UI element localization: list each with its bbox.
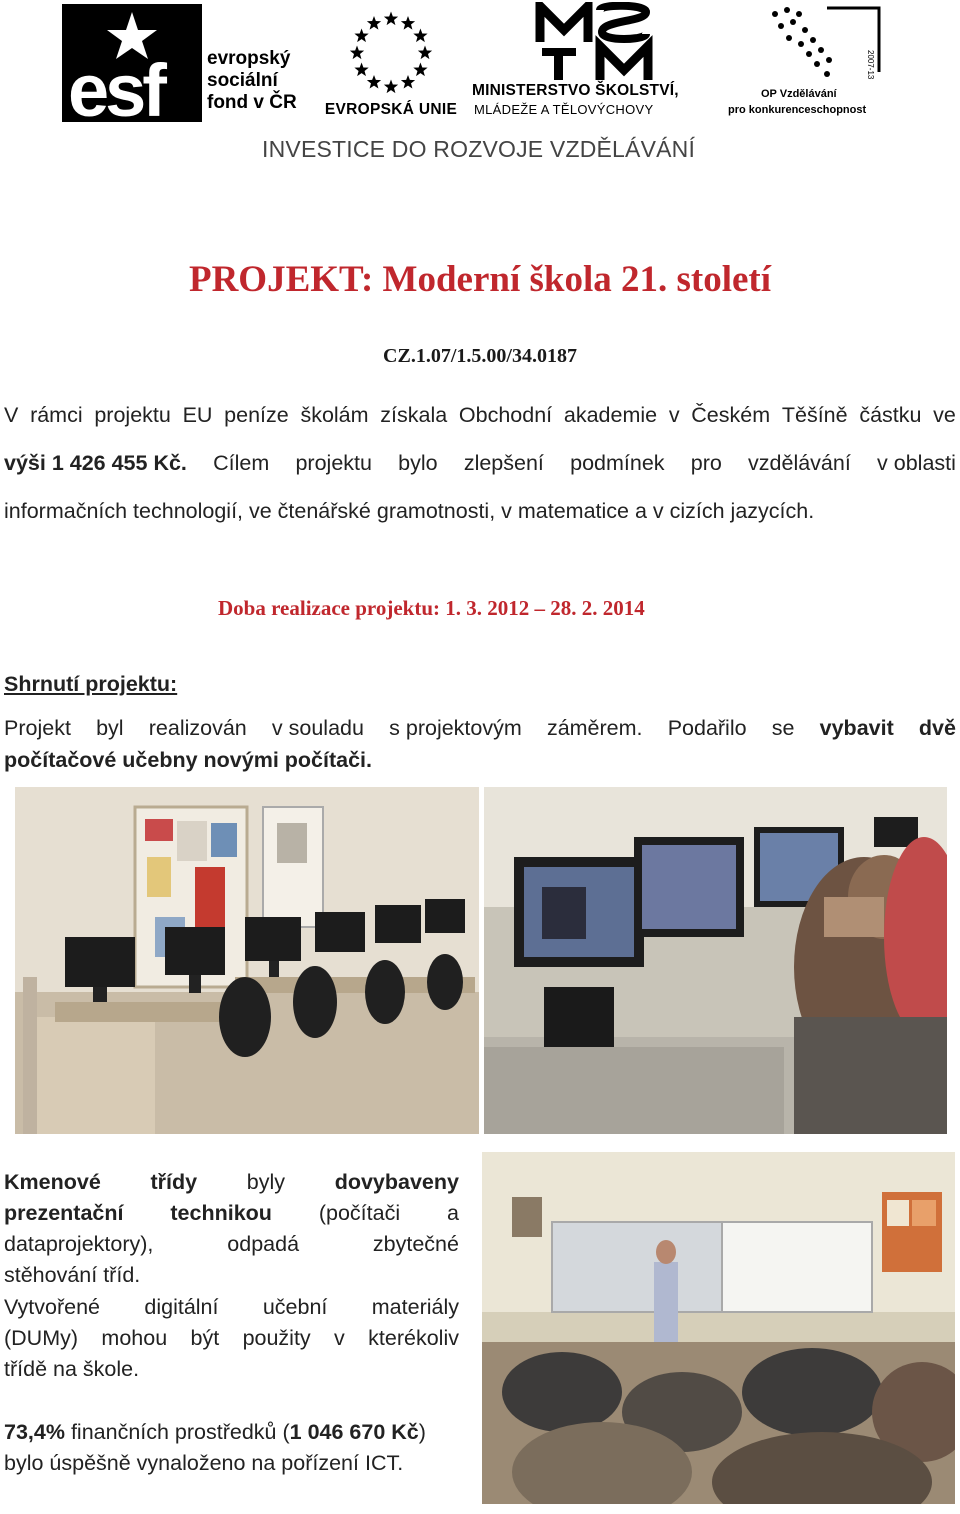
funding-text-2: ) — [418, 1420, 426, 1444]
esf-mark-icon — [62, 4, 202, 122]
word: Projekt — [4, 716, 71, 740]
word: ve — [933, 403, 956, 427]
eu-star-icon — [354, 63, 368, 77]
eu-label: EVROPSKÁ UNIE — [324, 101, 458, 118]
summary-line-2: počítačové učebny novými počítači. — [4, 748, 372, 772]
word: Českém — [691, 403, 771, 427]
word: být — [190, 1326, 220, 1350]
word: školám — [300, 403, 369, 427]
word: prezentační — [4, 1201, 124, 1225]
word: EU — [182, 403, 213, 427]
word: a — [447, 1201, 459, 1225]
word: třídy — [150, 1170, 198, 1194]
page-title: PROJEKT: Moderní škola 21. století — [188, 259, 772, 300]
eu-star-icon — [384, 12, 398, 26]
intro-line-3: informačních technologií, ve čtenářské gramotnosti, v matematice a v cizích jazycích. — [4, 499, 815, 523]
svg-text:2007-13: 2007-13 — [866, 50, 875, 80]
photo-students-at-computers — [484, 787, 947, 1134]
esf-line-3: fond v ČR — [207, 92, 297, 113]
word: realizován — [148, 716, 247, 740]
word: rámci — [30, 403, 83, 427]
word: kterékoliv — [368, 1326, 459, 1350]
classrooms-line-2 — [4, 1201, 459, 1226]
word: Cílem — [213, 451, 270, 475]
op-logo — [725, 2, 890, 127]
esf-text — [207, 48, 297, 114]
eu-stars-icon — [320, 8, 462, 98]
word: v oblasti — [877, 451, 956, 475]
word: vybavit — [819, 716, 894, 740]
word: s projektovým — [389, 716, 522, 740]
word: učební — [262, 1295, 328, 1319]
msmt-line-1: MINISTERSTVO ŠKOLSTVÍ, — [472, 82, 679, 99]
funding-text-1: finančních prostředků ( — [64, 1420, 290, 1444]
word: Podařilo — [667, 716, 747, 740]
eu-star-icon — [413, 63, 427, 77]
word: byl — [96, 716, 124, 740]
classrooms-line-4: stěhování tříd. — [4, 1263, 141, 1287]
word: akademie — [563, 403, 658, 427]
eu-logo — [320, 8, 462, 123]
classrooms-line-1 — [4, 1170, 459, 1195]
project-code: CZ.1.07/1.5.00/34.0187 — [383, 345, 577, 367]
op-line-1: OP Vzdělávání — [761, 88, 837, 100]
eu-star-icon — [350, 46, 364, 60]
eu-star-icon — [367, 75, 381, 89]
word: odpadá — [227, 1232, 300, 1256]
word: Těšíně — [781, 403, 848, 427]
funding-line-2: bylo úspěšně vynaloženo na pořízení ICT. — [4, 1451, 404, 1475]
msmt-logo — [472, 0, 720, 125]
esf-logo — [62, 4, 312, 122]
word: V — [4, 403, 19, 427]
summary-line-1 — [4, 716, 956, 741]
eu-star-icon — [413, 29, 427, 43]
eu-star-icon — [401, 16, 415, 30]
materials-line-1 — [4, 1295, 459, 1320]
word: v — [668, 403, 680, 427]
word: použity — [242, 1326, 311, 1350]
word: záměrem. — [546, 716, 643, 740]
word: Obchodní — [458, 403, 553, 427]
funding-percent: 73,4% — [4, 1420, 65, 1444]
classrooms-line-3 — [4, 1232, 459, 1257]
word: se — [771, 716, 795, 740]
word: zbytečné — [372, 1232, 459, 1256]
funding-line-1 — [4, 1420, 426, 1445]
esf-line-1: evropský — [207, 48, 291, 69]
word: dovybaveny — [334, 1170, 459, 1194]
msmt-line-2: MLÁDEŽE A TĚLOVÝCHOVY — [474, 102, 654, 117]
msmt-mark-icon — [534, 2, 654, 82]
word: mohou — [101, 1326, 168, 1350]
word: dataprojektory), — [4, 1232, 154, 1256]
investment-tagline: INVESTICE DO ROZVOJE VZDĚLÁVÁNÍ — [262, 136, 696, 162]
word: (DUMy) — [4, 1326, 79, 1350]
materials-line-2 — [4, 1326, 459, 1351]
op-mark-icon — [765, 2, 885, 87]
esf-line-2: sociální — [207, 70, 278, 91]
svg-text:esf: esf — [68, 49, 163, 122]
photo-computer-lab-empty — [15, 787, 479, 1134]
eu-star-icon — [354, 29, 368, 43]
word: byly — [246, 1170, 285, 1194]
eu-star-icon — [367, 16, 381, 30]
word: projektu — [295, 451, 372, 475]
photo-classroom-presentation — [482, 1152, 955, 1504]
materials-line-3: třídě na škole. — [4, 1357, 140, 1381]
word: zlepšení — [463, 451, 544, 475]
eu-star-icon — [384, 80, 398, 94]
word: výši 1 426 455 Kč. — [4, 451, 187, 475]
word: v souladu — [271, 716, 364, 740]
word: Vytvořené — [4, 1295, 101, 1319]
word: vzdělávání — [748, 451, 851, 475]
eu-star-icon — [418, 46, 432, 60]
word: technikou — [170, 1201, 272, 1225]
word: Kmenové — [4, 1170, 101, 1194]
logo-header — [0, 0, 960, 175]
word: získala — [380, 403, 448, 427]
funding-amount: 1 046 670 Kč — [289, 1420, 419, 1444]
word: peníze — [224, 403, 289, 427]
op-line-2: pro konkurenceschopnost — [728, 104, 867, 116]
word: pro — [690, 451, 722, 475]
word: v — [334, 1326, 345, 1350]
word: materiály — [371, 1295, 459, 1319]
summary-heading: Shrnutí projektu: — [4, 672, 178, 696]
intro-line-2 — [4, 451, 956, 476]
intro-line-1 — [4, 403, 956, 428]
word: bylo — [398, 451, 438, 475]
word: dvě — [918, 716, 956, 740]
word: částku — [859, 403, 922, 427]
eu-star-icon — [401, 75, 415, 89]
realization-period: Doba realizace projektu: 1. 3. 2012 – 28. 2. 2014 — [218, 596, 645, 620]
word: podmínek — [570, 451, 665, 475]
word: projektu — [94, 403, 171, 427]
word: (počítači — [318, 1201, 401, 1225]
word: digitální — [144, 1295, 219, 1319]
